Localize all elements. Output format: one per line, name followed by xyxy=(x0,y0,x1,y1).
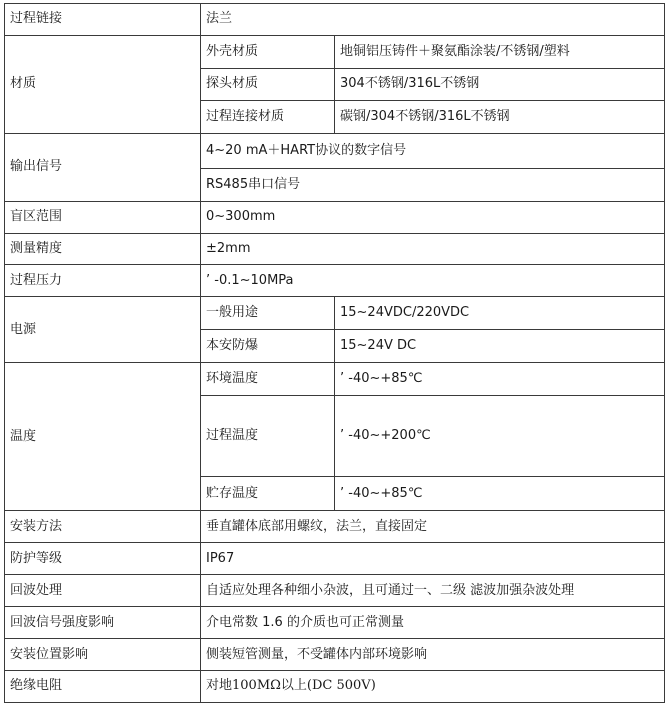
mounting-effect-label: 安装位置影响 xyxy=(5,639,201,671)
power-general-value: 15~24VDC/220VDC xyxy=(335,297,665,330)
material-label: 材质 xyxy=(5,35,201,133)
installation-label: 安装方法 xyxy=(5,511,201,543)
row-blind-zone xyxy=(5,201,665,233)
accuracy-label: 测量精度 xyxy=(5,233,201,265)
temp-process-label: 过程温度 xyxy=(201,396,335,477)
row-power-general xyxy=(5,297,665,330)
row-process-connection xyxy=(5,4,665,36)
echo-processing-label: 回波处理 xyxy=(5,575,201,607)
connection-material-value: 碳钢/304不锈钢/316L不锈钢 xyxy=(335,100,665,133)
temp-process-value: ’ -40~+200℃ xyxy=(335,396,665,477)
insulation-text-2: 100MΩ以上(DC 500V) xyxy=(232,678,376,694)
power-intrinsic-value: 15~24V DC xyxy=(335,330,665,363)
temp-storage-label: 贮存温度 xyxy=(201,477,335,511)
row-process-pressure xyxy=(5,265,665,297)
housing-material-value: 地铜铝压铸件＋聚氨酯涂装/不锈钢/塑料 xyxy=(335,35,665,68)
process-connection-value: 法兰 xyxy=(201,4,665,36)
probe-material-value: 304不锈钢/316L不锈钢 xyxy=(335,68,665,100)
power-intrinsic-label: 本安防爆 xyxy=(201,330,335,363)
echo-processing-text-2: 滤波加强杂波处理 xyxy=(466,582,575,598)
output-signal-rs485: RS485串口信号 xyxy=(201,168,665,201)
row-protection xyxy=(5,543,665,575)
output-signal-label: 输出信号 xyxy=(5,133,201,201)
row-mounting-effect xyxy=(5,639,665,671)
process-pressure-value: ’ -0.1~10MPa xyxy=(201,265,665,297)
insulation-label: 绝缘电阻 xyxy=(5,670,201,702)
blind-zone-value: 0~300mm xyxy=(201,201,665,233)
accuracy-value: ±2mm xyxy=(201,233,665,265)
spec-table xyxy=(4,3,665,703)
protection-label: 防护等级 xyxy=(5,543,201,575)
power-label: 电源 xyxy=(5,297,201,363)
mounting-effect-value: 侧装短管测量，不受罐体内部环境影响 xyxy=(201,639,665,671)
insulation-text-1: 对地 xyxy=(206,678,233,694)
row-insulation xyxy=(5,670,665,702)
row-output-signal-1 xyxy=(5,133,665,168)
row-temp-ambient xyxy=(5,363,665,396)
connection-material-label: 过程连接材质 xyxy=(201,100,335,133)
temp-ambient-label: 环境温度 xyxy=(201,363,335,396)
process-connection-label: 过程链接 xyxy=(5,4,201,36)
insulation-value xyxy=(201,670,665,702)
probe-material-label: 探头材质 xyxy=(201,68,335,100)
row-installation xyxy=(5,511,665,543)
echo-processing-text-1: 自适应处理各种细小杂波，且可通过一、二级 xyxy=(206,582,467,598)
power-general-label: 一般用途 xyxy=(201,297,335,330)
blind-zone-label: 盲区范围 xyxy=(5,201,201,233)
temp-storage-value: ’ -40~+85℃ xyxy=(335,477,665,511)
echo-strength-value: 介电常数 1.6 的介质也可正常测量 xyxy=(201,607,665,639)
echo-strength-label: 回波信号强度影响 xyxy=(5,607,201,639)
installation-value: 垂直罐体底部用螺纹，法兰，直接固定 xyxy=(201,511,665,543)
row-echo-processing xyxy=(5,575,665,607)
row-accuracy xyxy=(5,233,665,265)
temp-ambient-value: ’ -40~+85℃ xyxy=(335,363,665,396)
echo-processing-value xyxy=(201,575,665,607)
temperature-label: 温度 xyxy=(5,363,201,511)
process-pressure-label: 过程压力 xyxy=(5,265,201,297)
row-echo-strength xyxy=(5,607,665,639)
protection-value: IP67 xyxy=(201,543,665,575)
output-signal-hart: 4~20 mA＋HART协议的数字信号 xyxy=(201,133,665,168)
housing-material-label: 外壳材质 xyxy=(201,35,335,68)
row-housing-material xyxy=(5,35,665,68)
